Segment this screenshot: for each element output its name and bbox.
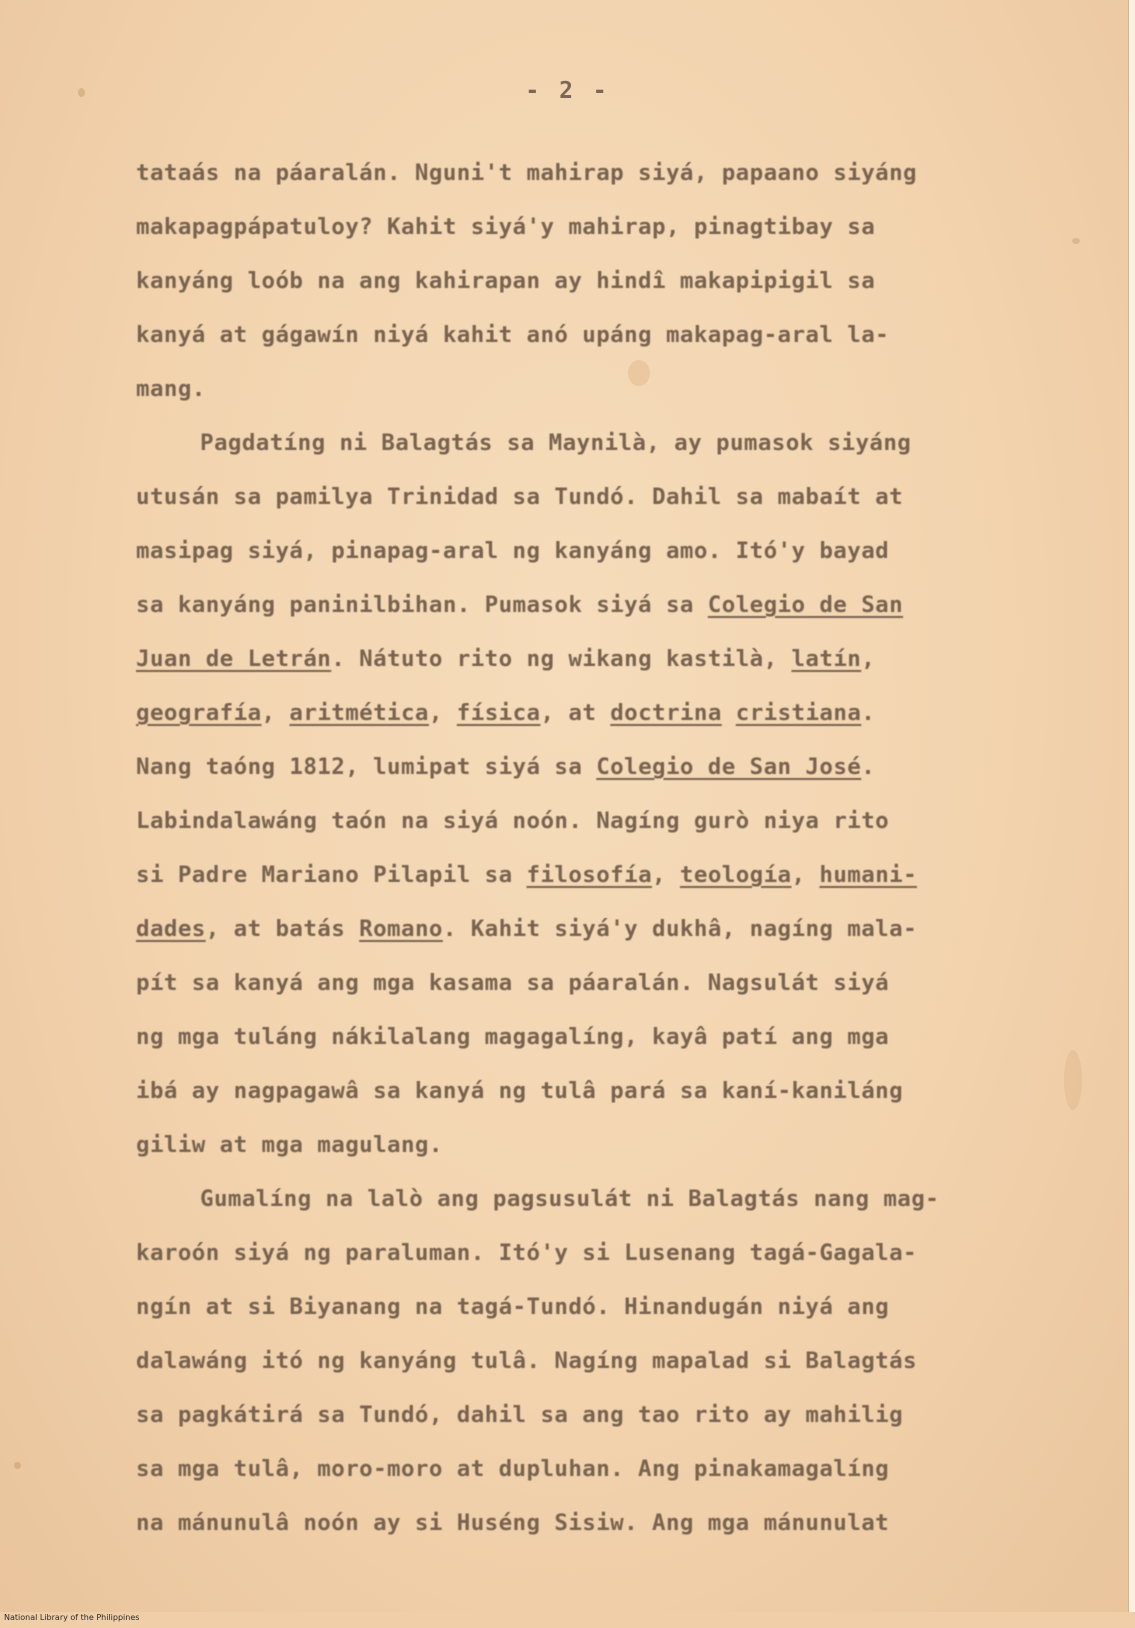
text-segment: Pagdatíng ni Balagtás sa Maynilà, ay pumasok siyáng	[200, 430, 912, 456]
page-number: - 2 -	[525, 78, 610, 104]
text-line	[136, 965, 1016, 1019]
underlined-term: Romano	[359, 916, 443, 942]
text-segment: giliw at mga magulang.	[136, 1132, 443, 1158]
text-line	[136, 1397, 1016, 1451]
underlined-term: dades	[136, 916, 206, 942]
text-segment: . Nátuto rito ng wikang kastilà,	[331, 646, 792, 672]
document-body	[136, 155, 1016, 1559]
text-segment: dalawáng itó ng kanyáng tulâ. Nagíng mapalad si Balagtás	[136, 1348, 917, 1374]
text-segment: kanyáng loób na ang kahirapan ay hindî makapipigil sa	[136, 268, 876, 294]
text-line	[136, 695, 1016, 749]
text-line	[136, 1235, 1016, 1289]
text-segment: utusán sa pamilya Trinidad sa Tundó. Dahil sa mabaít at	[136, 484, 904, 510]
text-segment: na mánunulâ noón ay si Huséng Sisiw. Ang mga mánunulat	[136, 1510, 890, 1536]
stain-spot	[1064, 1050, 1082, 1110]
text-line	[136, 263, 1016, 317]
underlined-term: Colegio de San José	[596, 754, 862, 780]
text-line	[136, 1451, 1016, 1505]
text-segment: makapagpápatuloy? Kahit siyá'y mahirap, pinagtibay sa	[136, 214, 876, 240]
text-line	[136, 371, 1016, 425]
text-segment: ,	[861, 646, 876, 672]
text-segment: , at	[540, 700, 611, 726]
underlined-term: latín	[791, 646, 862, 672]
text-line	[136, 1343, 1016, 1397]
text-segment: pít sa kanyá ang mga kasama sa páaralán. Nagsulát siyá	[136, 970, 890, 996]
text-segment: , at batás	[205, 916, 360, 942]
text-line	[136, 533, 1016, 587]
text-segment: si Padre Mariano Pilapil sa	[136, 862, 527, 888]
underlined-term: doctrina	[610, 700, 722, 726]
text-segment: mang.	[136, 376, 206, 402]
text-line	[136, 155, 1016, 209]
text-line	[136, 803, 1016, 857]
underlined-term: humani-	[819, 862, 918, 888]
text-segment: ngín at si Biyanang na tagá-Tundó. Hinandugán niyá ang	[136, 1294, 890, 1320]
text-line	[136, 1289, 1016, 1343]
text-line	[136, 857, 1016, 911]
footer-credit: National Library of the Philippines	[4, 1613, 140, 1622]
text-segment: ,	[791, 862, 820, 888]
stain-spot	[14, 1462, 21, 1469]
underlined-term: cristiana	[735, 700, 862, 726]
text-segment: masipag siyá, pinapag-aral ng kanyáng amo. Itó'y bayad	[136, 538, 890, 564]
text-line	[136, 587, 1016, 641]
text-line	[136, 479, 1016, 533]
text-line	[136, 1019, 1016, 1073]
text-segment: ng mga tuláng nákilalang magagalíng, kayâ patí ang mga	[136, 1024, 890, 1050]
text-segment: . Kahit siyá'y dukhâ, nagíng mala-	[442, 916, 918, 942]
underlined-term: Juan de Letrán	[136, 646, 332, 672]
text-segment: sa mga tulâ, moro-moro at dupluhan. Ang pinakamagalíng	[136, 1456, 890, 1482]
text-segment	[722, 700, 736, 726]
text-segment: ,	[428, 700, 457, 726]
text-segment: .	[861, 754, 876, 780]
text-line	[136, 1505, 1016, 1559]
underlined-term: física	[456, 700, 541, 726]
text-segment: karoón siyá ng paraluman. Itó'y si Lusenang tagá-Gagala-	[136, 1240, 917, 1266]
text-segment: sa pagkátirá sa Tundó, dahil sa ang tao rito ay mahilig	[136, 1402, 904, 1428]
underlined-term: filosofía	[526, 862, 653, 888]
text-segment: ,	[652, 862, 680, 888]
text-segment: Labindalawáng taón na siyá noón. Nagíng gurò niya rito	[136, 808, 890, 834]
text-line	[136, 425, 1016, 479]
underlined-term: aritmética	[289, 700, 429, 726]
stain-spot	[1072, 238, 1080, 244]
text-segment: Gumalíng na lalò ang pagsusulát ni Balagtás nang mag-	[200, 1186, 940, 1212]
underlined-term: teología	[679, 862, 792, 888]
text-line	[136, 209, 1016, 263]
text-line	[136, 317, 1016, 371]
text-line	[136, 641, 1016, 695]
underlined-term: Colegio de San	[707, 592, 904, 618]
text-segment: tataás na páaralán. Nguni't mahirap siyá, papaano siyáng	[136, 160, 917, 186]
underlined-term: geografía	[136, 700, 262, 726]
text-line	[136, 911, 1016, 965]
text-line	[136, 1181, 1016, 1235]
text-segment: sa kanyáng paninilbihan. Pumasok siyá sa	[136, 592, 708, 618]
text-segment: Nang taóng 1812, lumipat siyá sa	[136, 754, 597, 780]
text-segment: kanyá at gágawín niyá kahit anó upáng makapag-aral la-	[136, 322, 890, 348]
text-line	[136, 749, 1016, 803]
text-segment: ,	[261, 700, 290, 726]
adjacent-page-edge	[1128, 0, 1135, 1612]
text-line	[136, 1127, 1016, 1181]
text-line	[136, 1073, 1016, 1127]
text-segment: .	[861, 700, 876, 726]
text-segment: ibá ay nagpagawâ sa kanyá ng tulâ pará sa kaní-kaniláng	[136, 1078, 904, 1104]
